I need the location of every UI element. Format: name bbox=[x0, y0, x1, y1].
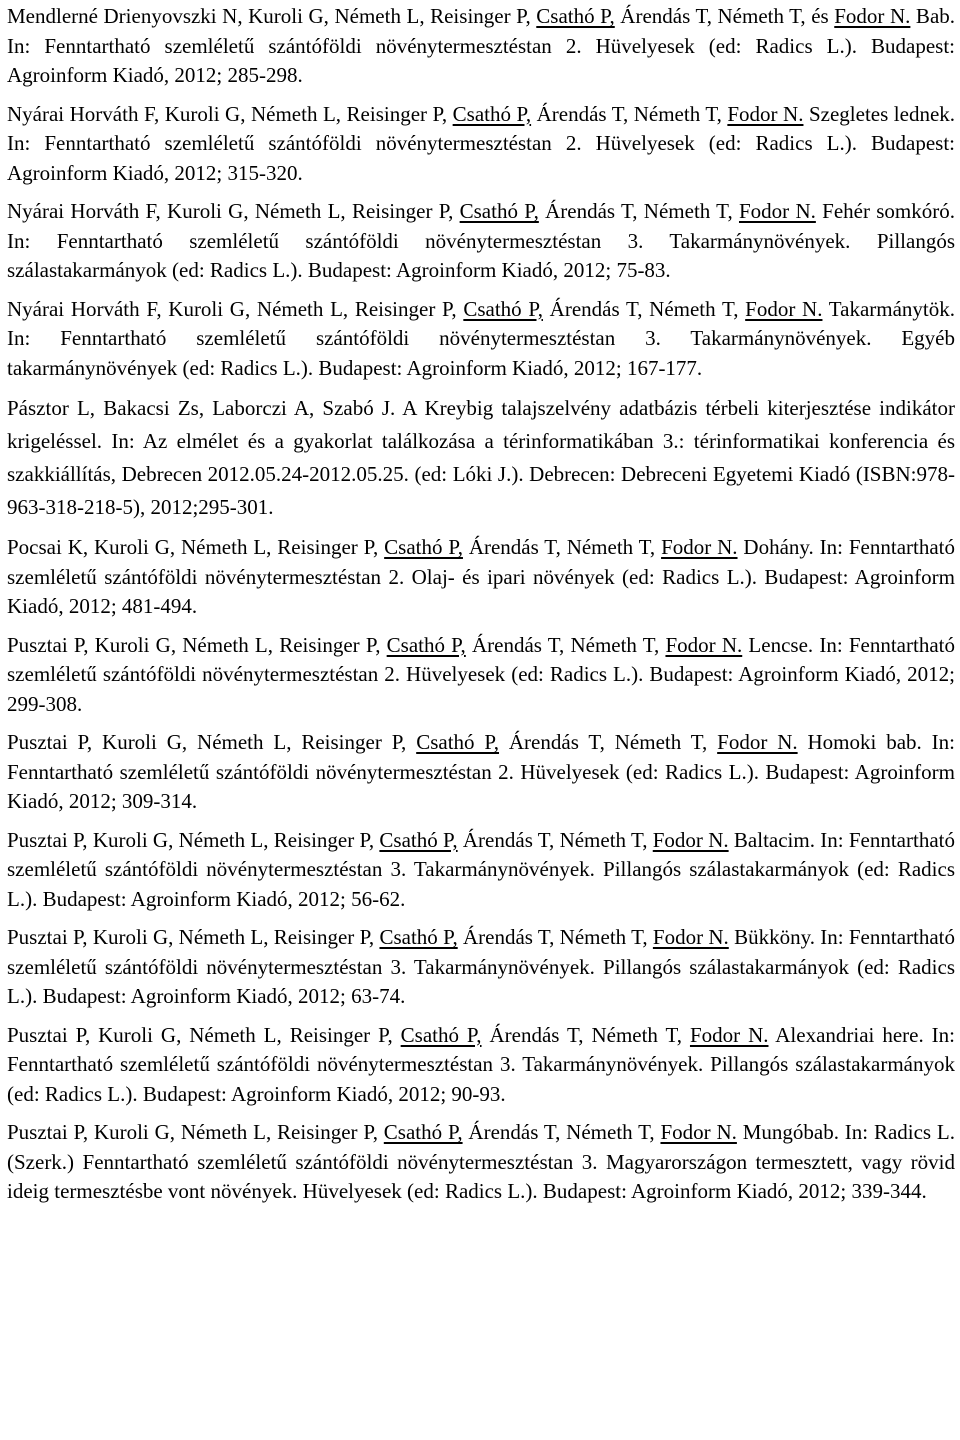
reference-text: Árendás T, Németh T, bbox=[462, 535, 662, 559]
reference-entry bbox=[7, 1118, 955, 1207]
reference-text: Árendás T, Németh T, bbox=[481, 1022, 690, 1047]
reference-entry bbox=[7, 197, 955, 286]
underlined-author-name: Csathó P, bbox=[386, 632, 466, 657]
reference-text: Pusztai P, Kuroli G, Németh L, Reisinger P, bbox=[7, 1120, 384, 1144]
reference-text: Árendás T, Németh T, és bbox=[614, 4, 835, 28]
underlined-author-name: Csathó P, bbox=[459, 199, 539, 223]
reference-text: Bab. In: Fenntartható szemléletű szántóföldi növénytermesztéstan 2. Hüvelyesek (ed: Radics L.). Budapest: Agroinform Kiadó, 2012; 285-298. bbox=[7, 4, 956, 87]
underlined-author-name: Csathó P, bbox=[536, 4, 615, 28]
underlined-author-name: Csathó P, bbox=[379, 827, 458, 852]
underlined-author-name: Csathó P, bbox=[379, 925, 458, 949]
reference-text: Árendás T, Németh T, bbox=[457, 827, 653, 852]
reference-text: Árendás T, Németh T, bbox=[542, 296, 746, 321]
underlined-author-name: Fodor N. bbox=[689, 1022, 769, 1047]
reference-text: Árendás T, Németh T, bbox=[531, 101, 728, 126]
reference-entry bbox=[7, 533, 955, 622]
underlined-author-name: Fodor N. bbox=[727, 101, 804, 126]
reference-text: Pásztor L, Bakacsi Zs, Laborczi A, Szabó J. A Kreybig talajszelvény adatbázis térbeli kiterjesztése indikátor krigeléssel. In: Az elmélet és a gyakorlat találkozása a térinformatikában 3.: térinformatikai konferencia és szakkiállítás, Debrecen 2012.05.24-2012.05.25. (ed: Lóki J.). Debrecen: Debreceni Egyetemi Kiadó (ISBN:978-963-318-218-5), 2012;295-301. bbox=[7, 396, 955, 519]
reference-text: Takarmánytök. In: Fenntartható szemléletű szántóföldi növénytermesztéstan 3. Takarmánynövények. Egyéb takarmánynövények (ed: Radics L.). Budapest: Agroinform Kiadó, 2012; 167-177. bbox=[7, 296, 956, 380]
reference-text: Mendlerné Drienyovszki N, Kuroli G, Németh L, Reisinger P, bbox=[7, 4, 537, 28]
reference-text: Dohány. In: Fenntartható szemléletű szántóföldi növénytermesztéstan 2. Olaj- és ipari növények (ed: Radics L.). Budapest: Agroinform Kiadó, 2012; 481-494. bbox=[7, 535, 955, 618]
reference-text: Alexandriai here. In: Fenntartható szemléletű szántóföldi növénytermesztéstan 3. Takarmánynövények. Pillangós szálastakarmányok (ed: Radics L.). Budapest: Agroinform Kiadó, 2012; 90-93. bbox=[7, 1022, 955, 1106]
reference-text: Nyárai Horváth F, Kuroli G, Németh L, Reisinger P, bbox=[7, 101, 453, 126]
underlined-author-name: Csathó P, bbox=[463, 296, 543, 321]
reference-entry bbox=[7, 631, 955, 720]
reference-text: Lencse. In: Fenntartható szemléletű szántóföldi növénytermesztéstan 2. Hüvelyesek (ed: Radics L.). Budapest: Agroinform Kiadó, 2012; 299-308. bbox=[7, 632, 955, 716]
reference-text: Árendás T, Németh T, bbox=[465, 632, 666, 657]
reference-text: Pusztai P, Kuroli G, Németh L, Reisinger P, bbox=[7, 1022, 401, 1047]
reference-text: Árendás T, Németh T, bbox=[538, 199, 739, 223]
underlined-author-name: Fodor N. bbox=[660, 1120, 737, 1144]
underlined-author-name: Fodor N. bbox=[665, 632, 743, 657]
reference-text: Árendás T, Németh T, bbox=[499, 730, 718, 754]
underlined-author-name: Fodor N. bbox=[652, 925, 729, 949]
underlined-author-name: Csathó P, bbox=[384, 535, 463, 559]
underlined-author-name: Fodor N. bbox=[738, 199, 816, 223]
reference-entry bbox=[7, 826, 955, 915]
reference-text: Nyárai Horváth F, Kuroli G, Németh L, Reisinger P, bbox=[7, 296, 464, 321]
reference-text: Nyárai Horváth F, Kuroli G, Németh L, Reisinger P, bbox=[7, 199, 460, 223]
reference-text: Pusztai P, Kuroli G, Németh L, Reisinger P, bbox=[7, 925, 380, 949]
underlined-author-name: Fodor N. bbox=[717, 730, 798, 754]
reference-entry bbox=[7, 923, 955, 1012]
reference-text: Pusztai P, Kuroli G, Németh L, Reisinger P, bbox=[7, 730, 417, 754]
underlined-author-name: Fodor N. bbox=[652, 827, 729, 852]
reference-entry bbox=[7, 100, 955, 189]
reference-text: Fehér somkóró. In: Fenntartható szemléletű szántóföldi növénytermesztéstan 3. Takarmánynövények. Pillangós szálastakarmányok (ed: Radics L.). Budapest: Agroinform Kiadó, 2012; 75-83. bbox=[7, 199, 955, 282]
reference-entry bbox=[7, 1021, 955, 1110]
reference-text: Pusztai P, Kuroli G, Németh L, Reisinger P, bbox=[7, 827, 380, 852]
reference-entry bbox=[7, 2, 955, 91]
reference-text: Pocsai K, Kuroli G, Németh L, Reisinger P, bbox=[7, 535, 385, 559]
underlined-author-name: Fodor N. bbox=[834, 4, 911, 28]
underlined-author-name: Csathó P, bbox=[383, 1120, 463, 1144]
reference-text: Bükköny. In: Fenntartható szemléletű szántóföldi növénytermesztéstan 3. Takarmánynövények. Pillangós szálastakarmányok (ed: Radics L.). Budapest: Agroinform Kiadó, 2012; 63-74. bbox=[7, 925, 956, 1008]
reference-text: Szegletes lednek. In: Fenntartható szemléletű szántóföldi növénytermesztéstan 2. Hüvelyesek (ed: Radics L.). Budapest: Agroinform Kiadó, 2012; 315-320. bbox=[7, 101, 956, 185]
reference-entry bbox=[7, 392, 955, 524]
underlined-author-name: Fodor N. bbox=[745, 296, 823, 321]
reference-text: Homoki bab. In: Fenntartható szemléletű szántóföldi növénytermesztéstan 2. Hüvelyesek (ed: Radics L.). Budapest: Agroinform Kiadó, 2012; 309-314. bbox=[7, 730, 955, 813]
reference-text: Árendás T, Németh T, bbox=[457, 925, 653, 949]
reference-text: Mungóbab. In: Radics L. (Szerk.) Fenntartható szemléletű szántóföldi növénytermesztéstan 3. Magyarországon termesztett, vagy rövid ideig termesztésbe vont növények. Hüvelyesek (ed: Radics L.). Budapest: Agroinform Kiadó, 2012; 339-344. bbox=[7, 1120, 956, 1203]
reference-text: Baltacim. In: Fenntartható szemléletű szántóföldi növénytermesztéstan 3. Takarmánynövények. Pillangós szálastakarmányok (ed: Radics L.). Budapest: Agroinform Kiadó, 2012; 56-62. bbox=[7, 827, 955, 911]
underlined-author-name: Csathó P, bbox=[416, 730, 500, 754]
reference-text: Pusztai P, Kuroli G, Németh L, Reisinger P, bbox=[7, 632, 387, 657]
reference-text: Árendás T, Németh T, bbox=[462, 1120, 661, 1144]
underlined-author-name: Csathó P, bbox=[400, 1022, 482, 1047]
underlined-author-name: Fodor N. bbox=[661, 535, 738, 559]
underlined-author-name: Csathó P, bbox=[452, 101, 532, 126]
reference-entry bbox=[7, 728, 955, 817]
reference-entry bbox=[7, 295, 955, 384]
